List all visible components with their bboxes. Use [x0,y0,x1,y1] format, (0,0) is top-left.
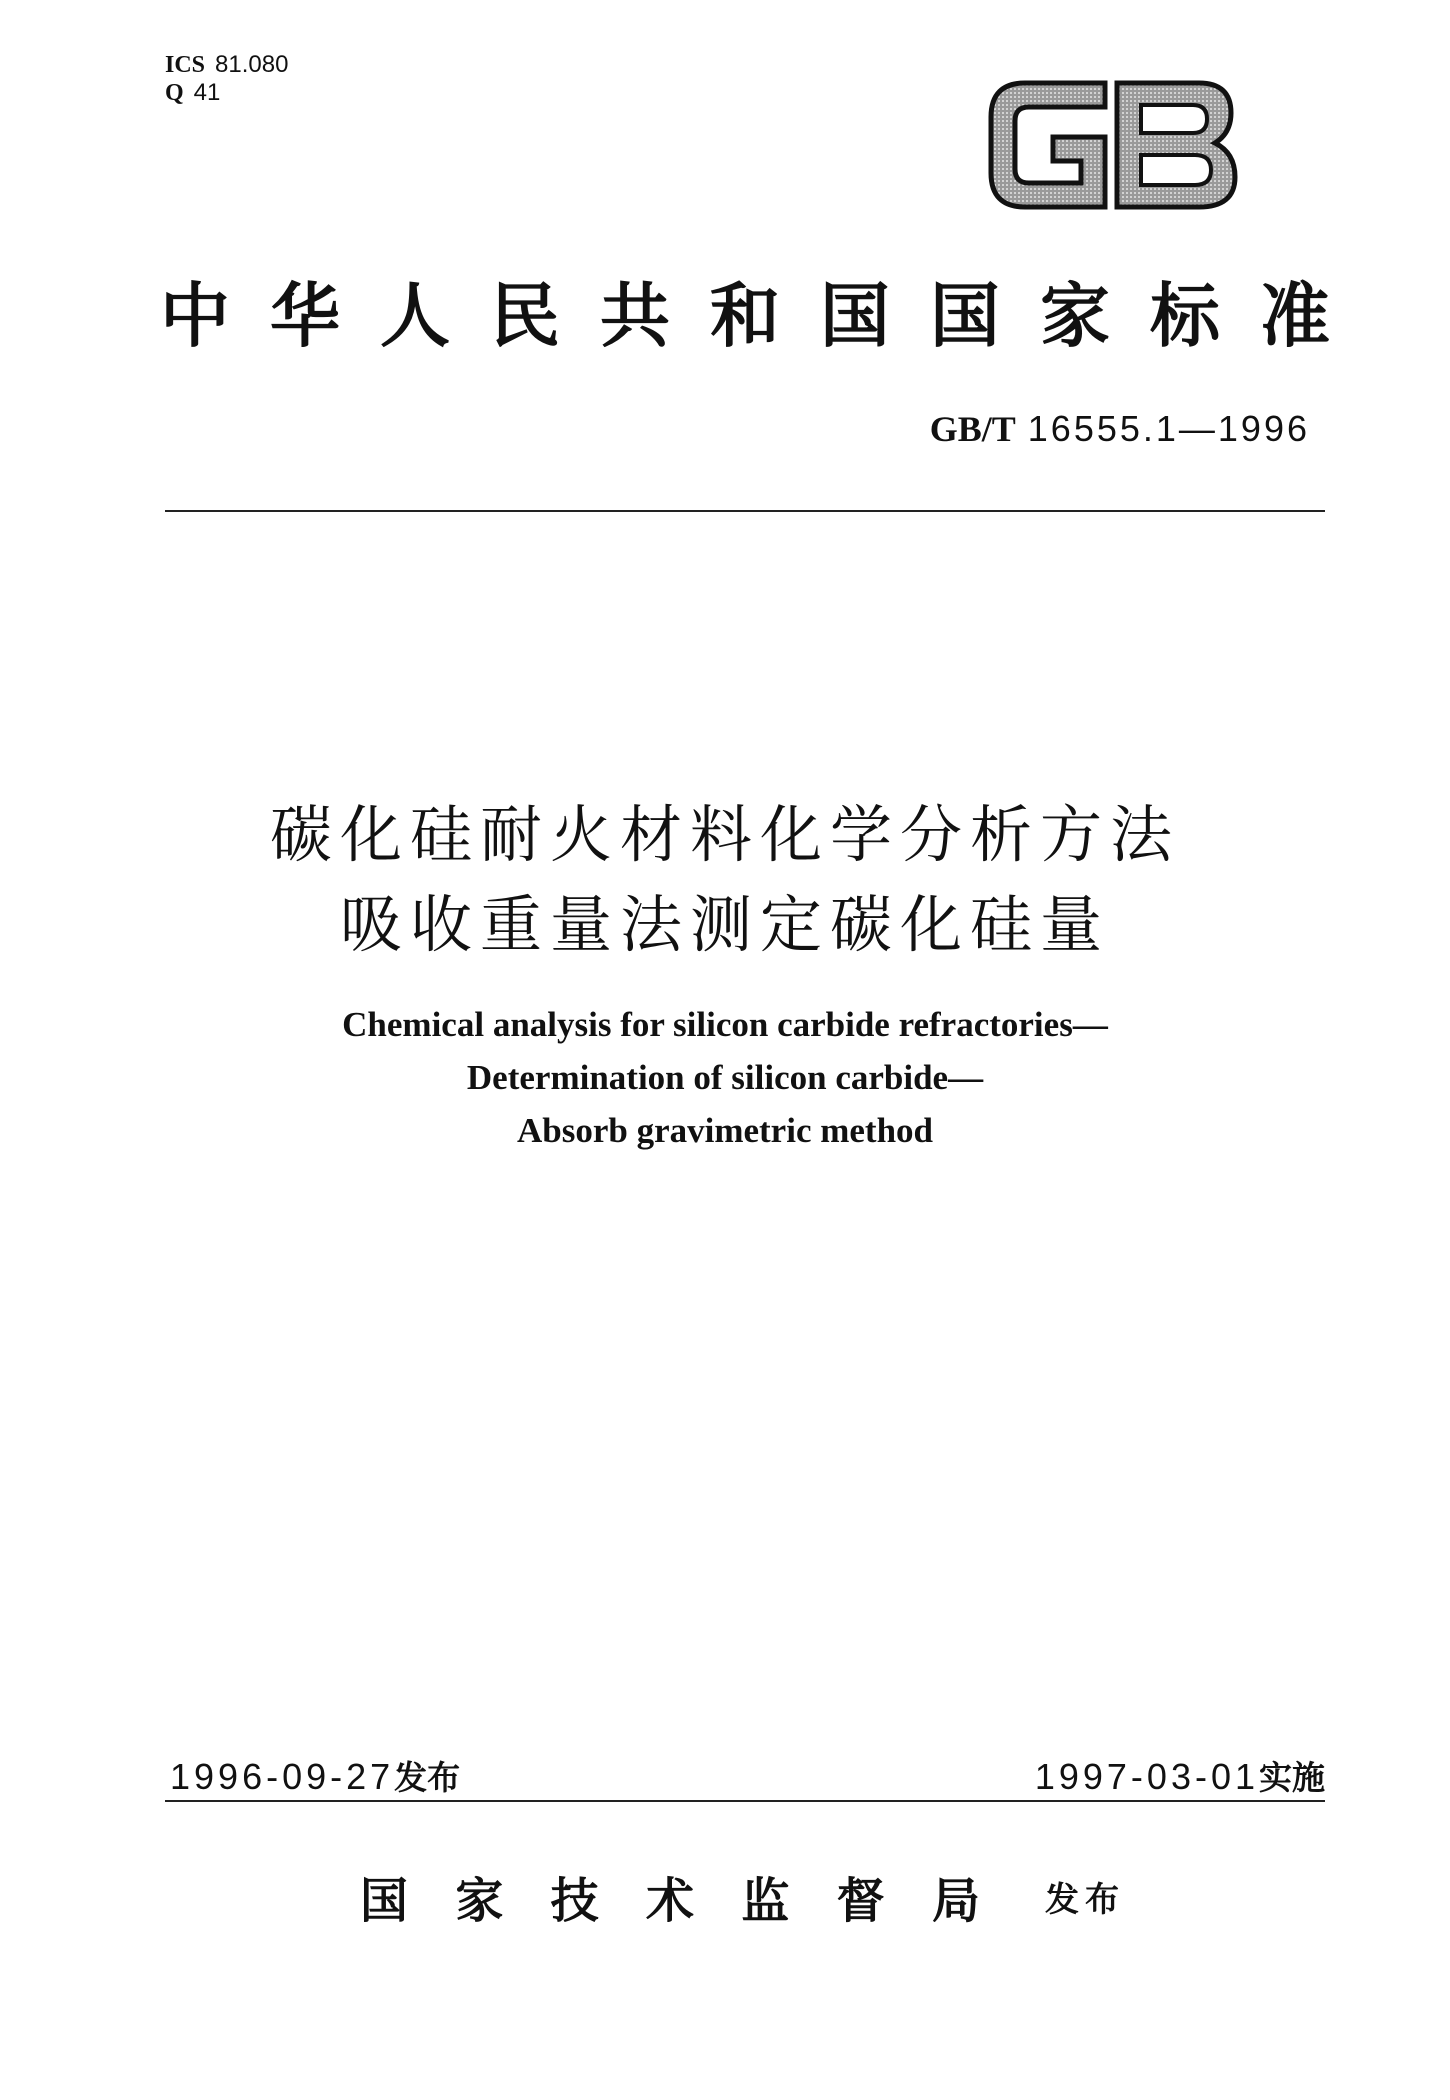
ics-code: 81.080 [215,51,289,78]
national-title-char: 国 [820,273,890,357]
effective-date-value: 1997-03-01 [1034,1756,1259,1797]
issued-date-value: 1996-09-27 [170,1756,395,1797]
national-title-char: 和 [710,273,780,357]
issuer-name-char: 技 [550,1873,599,1929]
national-title-char: 标 [1150,273,1220,357]
gb-logo-icon [985,75,1240,215]
issuer-name-char: 局 [931,1873,980,1929]
standard-code: 16555.1—1996 [1027,408,1310,449]
national-title-char: 民 [490,273,560,357]
national-title-char: 中 [160,273,230,357]
issued-label: 发布 [394,1758,461,1797]
effective-label: 实施 [1259,1758,1325,1797]
issuer-name-char: 家 [455,1873,504,1929]
en-title-line-1: Chemical analysis for silicon carbide refractories— [342,1005,1108,1044]
ics-classification [165,50,288,79]
national-title-char: 人 [380,273,450,357]
issued-date [170,1752,460,1799]
standard-prefix: GB/T [929,409,1016,449]
ccs-code: 41 [193,79,221,106]
national-title-char: 华 [270,273,340,357]
issuer-name-char: 督 [836,1873,885,1929]
national-standard-title [160,265,1330,355]
issuer-name-char: 术 [645,1873,694,1929]
issuer-name-char: 监 [741,1873,790,1929]
en-title-line-3: Absorb gravimetric method [516,1111,934,1150]
ccs-classification [165,78,220,107]
bottom-divider [165,1800,1325,1802]
effective-date [1035,1752,1325,1799]
standard-number [930,408,1310,450]
en-title-line-2: Determination of silicon carbide— [466,1058,984,1097]
national-title-char: 准 [1260,273,1330,357]
cn-title-line-1: 碳化硅耐火材料化学分析方法 [269,798,1180,871]
issue-label: 发布 [1045,1880,1125,1920]
ccs-label: Q [165,80,184,106]
issuer-name [360,1862,980,1931]
top-divider [165,510,1325,512]
national-title-char: 国 [930,273,1000,357]
ics-label: ICS [165,52,206,78]
issuer-name-char: 国 [360,1873,409,1929]
cn-title-line-2: 吸收重量法测定碳化硅量 [339,888,1110,961]
national-title-char: 家 [1040,273,1110,357]
national-title-char: 共 [600,273,670,357]
